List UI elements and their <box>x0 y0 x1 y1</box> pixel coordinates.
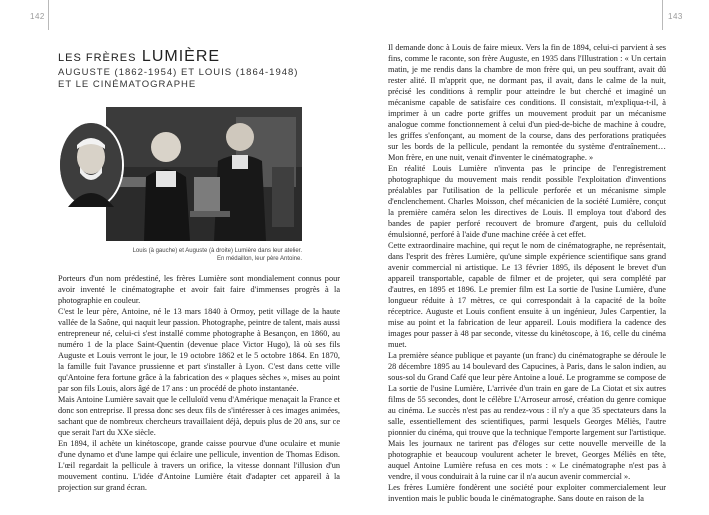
paragraph: Cette extraordinaire machine, qui reçut le nom de cinématographe, ne représentait, dans l'esprit des frères Lumière, qu'une simple expérience scientifique sans grand avenir commercial ni artistique. Le 13 février 1895, ils déposent le brevet d'un appareil transportable, capable de filmer et de projeter, qui sera complété par d'autres, en 1895 et 1896. Le premier film est La sortie de l'usine Lumière, d'une longueur réduite à 17 mètres, ce qui correspondait à la capacité de la boîte réceptrice. Auguste et Louis confient ensuite à un ingénieur, Jules Carpentier, la mise au point et la fabrication de leur appareil. Louis modifiera la cadence des images pour passer à 48 par seconde, vitesse du kinétoscope, à 16, celle du cinéma muet. <box>388 241 666 349</box>
caption-line-1: Louis (à gauche) et Auguste (à droite) Lumière dans leur atelier. <box>132 248 302 254</box>
paragraph: La première séance publique et payante (un franc) du cinématographe se déroule le 28 décembre 1895 au 14 boulevard des Capucines, à Paris, dans le salon indien, au sous-sol du Grand Café que leur père Antoine a loué. Le programme se compose de La sortie de l'usine Lumière, L'arrivée d'un train en gare de La Ciotat et six autres films de 55 secondes, dont le célèbre L'Arroseur arrosé, création du genre comique au cinéma. Le succès n'est pas au rendez-vous : il n'y a que 35 spectateurs dans la salle, essentiellement des scientifiques, parmi lesquels Georges Méliès, l'autre pionnier du cinéma, qui trouve que la technique l'emporte largement sur l'artistique. Mais les journaux ne tarirent pas d'éloges sur cette nouvelle merveille de la photographie et beaucoup voulurent acheter le brevet, Georges Méliès en tête, auquel Antoine Lumière refusa en ces mots : « Le cinématographe n'est pas à vendre, il vous conduirait à la ruine car il n'a aucun avenir commercial ». <box>388 351 666 481</box>
paragraph: Mais Antoine Lumière savait que le celluloïd venu d'Amérique menaçait la France et donc son entreprise. Il pressa donc ses deux fils de s'intéresser à ces images animées, sachant que de nombreux chercheurs travaillaient déjà, depuis plus de 20 ans, sur ce que serait l'art du XXe siècle. <box>58 395 340 437</box>
paragraph: Il demande donc à Louis de faire mieux. Vers la fin de 1894, celui-ci parvient à ses fins, comme le raconte, son frère Auguste, en 1935 dans l'Illustration : « Un certain matin, je me rendis dans la chambre de mon frère qui, un peu souffrant, avait dû rester alité. Il m'apprit que, ne dormant pas, il avait, dans le calme de la nuit, précisé les conditions à remplir pour atteindre le but cherché et imaginé un mécanisme capable de satisfaire ces conditions. Il consistait, m'expliqua-t-il, à imprimer à un cadre porte griffes un mouvement produit par un mécanisme analogue comme fonctionnement à celui d'un pied-de-biche de machine à coudre, les griffes s'enfonçant, au moment de la course, dans des perforations pratiquées sur les bords de la pellicule, pendant la remontée du système d'entraînement… Mon frère, en une nuit, venait d'inventer le cinématographe. » <box>388 43 666 162</box>
right-margin-rule <box>662 0 663 30</box>
left-margin-rule <box>48 0 49 30</box>
workshop-photo <box>106 107 302 241</box>
paragraph: Porteurs d'un nom prédestiné, les frères Lumière sont mondialement connus pour avoir inventé le cinématographe et avoir fait faire d'immenses progrès à la photographie en couleur. <box>58 274 340 305</box>
workshop-photo-illustration <box>106 107 302 241</box>
right-body-text <box>388 42 666 504</box>
chapter-title <box>58 48 340 67</box>
title-name: LUMIÈRE <box>141 48 221 65</box>
photo-caption <box>58 247 302 263</box>
photo-figure <box>58 103 304 245</box>
page-number-right: 143 <box>668 12 683 21</box>
paragraph: En réalité Louis Lumière n'inventa pas le principe de l'enregistrement photographique du mouvement mais rendit possible l'exploitation d'inventions préalables par l'utilisation de la pellicule perforée et un mécanisme simple d'enclenchement. Charles Moisson, chef mécanicien de la société Lumière, conçut la première caméra selon les directives de Louis. Il employa tout d'abord des bandes de papier perforé recouvert de bromure d'argent, puis du celluloïd émulsionné, perforé à l'aide d'une machine créée à cet effet. <box>388 164 666 239</box>
medallion-portrait-illustration <box>60 123 122 207</box>
title-prefix: LES FRÈRES <box>58 52 137 64</box>
paragraph: Les frères Lumière fondèrent une société pour exploiter commercialement leur invention mais le public bouda le cinématographe. Sans doute en raison de la <box>388 483 666 503</box>
left-page <box>58 38 340 493</box>
caption-line-2: En médaillon, leur père Antoine. <box>216 256 302 262</box>
chapter-subtitle-dates: AUGUSTE (1862-1954) ET LOUIS (1864-1948) <box>58 67 299 78</box>
chapter-subtitle-topic: ET LE CINÉMATOGRAPHE <box>58 79 197 90</box>
right-page <box>388 38 666 504</box>
left-body-text <box>58 273 340 493</box>
paragraph: C'est le leur père, Antoine, né le 13 mars 1840 à Ormoy, petit village de la haute vallée de la Saône, qui naquit leur passion. Photographe, peintre de talent, mais aussi entrepreneur né, celui-ci s'est installé comme photographe à Besançon, en 1860, au numéro 1 de la place Saint-Quentin (devenue place Victor Hugo), là où ses fils Auguste et Louis verront le jour, le 19 octobre 1862 et le 5 octobre 1864. En 1870, la famille fuit l'avance prussienne et part s'installer à Lyon. C'est dans cette ville qu'Antoine fera fortune grâce à la fabrication des « plaques sèches », mises au point par son fils Louis, alors âgé de 17 ans : un procédé de photo instantanée. <box>58 307 340 393</box>
page-number-left: 142 <box>30 12 45 21</box>
medallion-portrait <box>58 121 124 209</box>
paragraph: En 1894, il achète un kinétoscope, grande caisse pourvue d'une oculaire et munie d'une dynamo et d'une lampe qui éclaire une pellicule, invention de Thomas Edison. L'œil regardait la pellicule à travers un orifice, la vitesse donnant l'illusion d'un mouvement continu. L'idée d'Antoine Lumière était d'adapter cet appareil à la projection sur grand écran. <box>58 439 340 492</box>
